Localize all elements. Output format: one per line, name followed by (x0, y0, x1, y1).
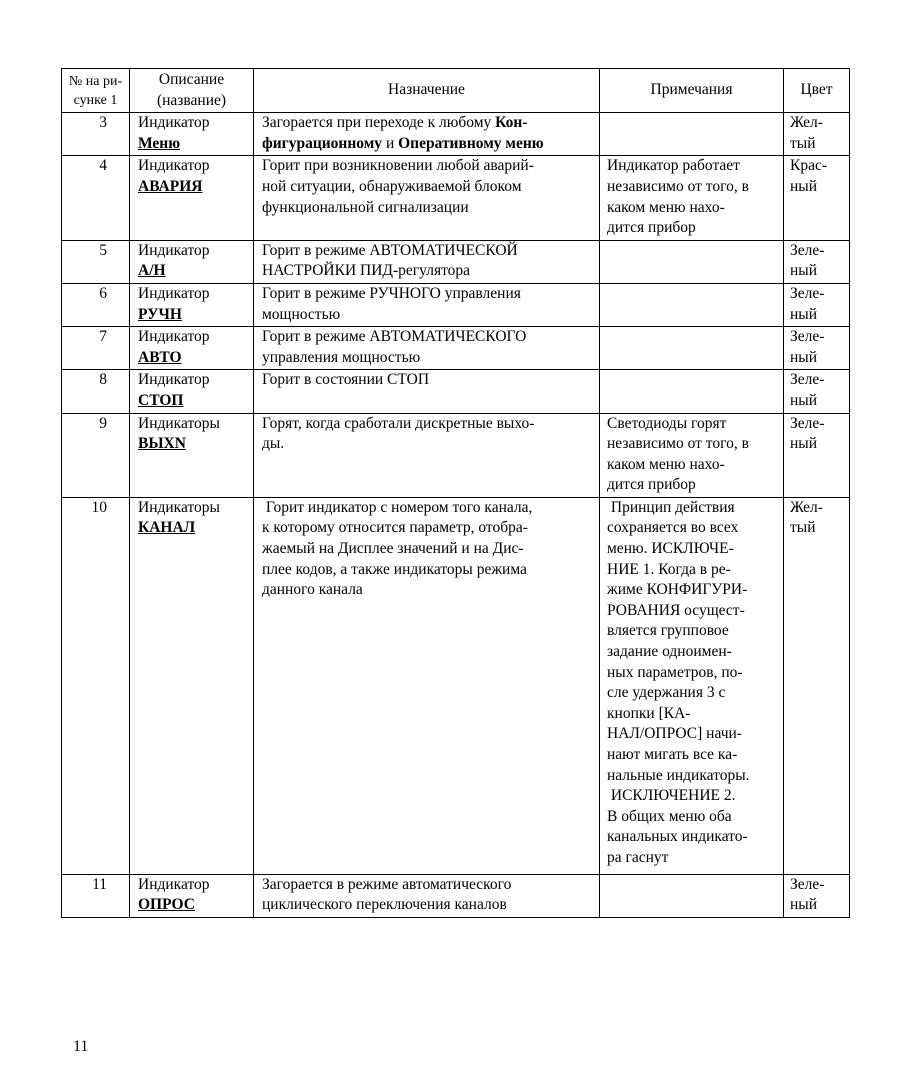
indicator-purpose (254, 370, 600, 413)
row-number-text: 5 (99, 241, 107, 259)
indicator-color (784, 240, 850, 283)
purpose-text (262, 241, 593, 282)
table-row (62, 283, 850, 326)
row-number-text: 9 (99, 414, 107, 432)
indicator-label: Индикаторы (138, 498, 220, 516)
row-number (62, 327, 130, 370)
purpose-text (262, 327, 593, 368)
table-row (62, 370, 850, 413)
indicator-label: Индикаторы (138, 414, 220, 432)
indicator-description (130, 113, 254, 156)
purpose-segment: Горит в режиме АВТОМАТИЧЕСКОЙ НАСТРОЙКИ ПИД-регулятора (262, 241, 518, 280)
purpose-emphasis: Оперативному меню (398, 134, 544, 152)
color-text: Зеле- ный (790, 414, 825, 453)
indicator-label: Индикатор (138, 157, 210, 175)
color-text: Крас- ный (790, 157, 828, 195)
row-number (62, 156, 130, 240)
indicator-description (130, 413, 254, 497)
indicator-label: Индикатор (138, 875, 210, 893)
indicator-label: Индикатор (138, 284, 210, 302)
color-text: Зеле- ный (790, 241, 825, 280)
indicator-color (784, 327, 850, 370)
purpose-text (262, 370, 593, 391)
row-number (62, 497, 130, 874)
row-number-text: 3 (99, 114, 107, 132)
indicator-name: КАНАЛ (138, 519, 196, 537)
purpose-emphasis: Кон- фигурационному (262, 114, 528, 152)
indicator-notes (600, 413, 784, 497)
indicator-purpose (254, 113, 600, 156)
indicator-notes (600, 113, 784, 156)
indicator-description (130, 240, 254, 283)
indicator-purpose (254, 156, 600, 240)
indicator-label: Индикатор (138, 114, 210, 132)
indicator-purpose (254, 283, 600, 326)
indicator-name: РУЧН (138, 305, 182, 323)
row-number (62, 413, 130, 497)
color-text: Зеле- ный (790, 328, 825, 366)
row-number-text: 6 (99, 284, 107, 302)
row-number (62, 874, 130, 917)
purpose-segment: Горит индикатор с номером того канала, к которому относится параметр, отобра- жаемый на Дисплее значений и на Дис- плее кодов, а также индикаторы режима данного канала (262, 498, 533, 599)
purpose-segment: Горят, когда сработали дискретные выхо- ды. (262, 414, 535, 453)
row-number (62, 113, 130, 156)
table-row (62, 327, 850, 370)
indicator-name: СТОП (138, 391, 184, 409)
indicator-color (784, 370, 850, 413)
purpose-segment: Загорается при переходе к любому (262, 114, 496, 132)
table-header-row (62, 69, 850, 113)
row-number-text: 11 (92, 875, 107, 893)
indicator-color (784, 497, 850, 874)
indicator-purpose (254, 413, 600, 497)
purpose-segment: и (382, 134, 399, 152)
table-body (62, 113, 850, 918)
indicator-description (130, 370, 254, 413)
indicator-purpose (254, 874, 600, 917)
indicator-description (130, 283, 254, 326)
indicator-label: Индикатор (138, 328, 210, 346)
page-number: 11 (73, 1038, 89, 1055)
table-row (62, 497, 850, 874)
indicator-notes (600, 240, 784, 283)
indicator-purpose (254, 327, 600, 370)
purpose-text (262, 284, 593, 325)
notes-text: Принцип действия сохраняется во всех меню. ИСКЛЮЧЕ- НИЕ 1. Когда в ре- жиме КОНФИГУРИ- РОВАНИЯ осущест- вляется групповое задание одноимен- ных параметров, по- сле удержания 3 с кнопки [КА- НАЛ/ОПРОС] начи- нают мигать все ка- нальные индикаторы. ИСКЛЮЧЕНИЕ 2. В общих меню оба канальных индикато- ра гаснут (607, 498, 750, 866)
indicator-description (130, 156, 254, 240)
indicator-name: ОПРОС (138, 896, 195, 914)
indicator-description (130, 874, 254, 917)
purpose-text (262, 498, 593, 601)
indicator-color (784, 113, 850, 156)
indicator-notes (600, 874, 784, 917)
header-number: № на ри- сунке 1 (62, 69, 130, 113)
header-notes: Примечания (600, 69, 784, 113)
purpose-segment: Горит в режиме РУЧНОГО управления мощностью (262, 284, 521, 323)
indicator-notes (600, 497, 784, 874)
indicator-name: ВЫХN (138, 435, 186, 453)
indicator-notes (600, 283, 784, 326)
purpose-segment: Горит в состоянии СТОП (262, 371, 430, 389)
color-text: Жел- тый (790, 114, 823, 152)
indicator-color (784, 413, 850, 497)
indicator-label: Индикатор (138, 241, 210, 259)
indicator-purpose (254, 240, 600, 283)
header-purpose: Назначение (254, 69, 600, 113)
notes-text: Светодиоды горят независимо от того, в каком меню нахо- дится прибор (607, 414, 749, 494)
row-number (62, 283, 130, 326)
purpose-text (262, 156, 593, 218)
indicator-notes (600, 156, 784, 240)
indicator-description (130, 497, 254, 874)
table-row (62, 240, 850, 283)
indicator-name: АВТО (138, 348, 182, 366)
indicator-table (61, 68, 850, 918)
indicator-label: Индикатор (138, 371, 210, 389)
color-text: Зеле- ный (790, 371, 825, 409)
indicator-description (130, 327, 254, 370)
row-number-text: 10 (91, 498, 107, 516)
color-text: Зеле- ный (790, 284, 825, 323)
header-description: Описание (название) (130, 69, 254, 113)
purpose-text (262, 875, 593, 916)
table-row (62, 156, 850, 240)
indicator-color (784, 874, 850, 917)
purpose-text (262, 414, 593, 455)
color-text: Зеле- ный (790, 875, 825, 914)
row-number-text: 8 (99, 371, 107, 389)
row-number-text: 7 (99, 328, 107, 346)
indicator-color (784, 283, 850, 326)
indicator-notes (600, 327, 784, 370)
purpose-segment: Загорается в режиме автоматического циклического переключения каналов (262, 875, 512, 914)
purpose-segment: Горит в режиме АВТОМАТИЧЕСКОГО управления мощностью (262, 328, 527, 366)
indicator-name: АВАРИЯ (138, 177, 203, 195)
purpose-text (262, 113, 593, 154)
table-row (62, 113, 850, 156)
row-number (62, 240, 130, 283)
header-color: Цвет (784, 69, 850, 113)
notes-text: Индикатор работает независимо от того, в каком меню нахо- дится прибор (607, 157, 749, 237)
indicator-purpose (254, 497, 600, 874)
table-row (62, 874, 850, 917)
color-text: Жел- тый (790, 498, 823, 537)
indicator-color (784, 156, 850, 240)
purpose-segment: Горит при возникновении любой аварий- ной ситуации, обнаруживаемой блоком функциональной сигнализации (262, 157, 534, 216)
table-row (62, 413, 850, 497)
row-number-text: 4 (99, 157, 107, 175)
indicator-notes (600, 370, 784, 413)
row-number (62, 370, 130, 413)
indicator-name: Меню (138, 134, 181, 152)
indicator-name: А/Н (138, 262, 166, 280)
